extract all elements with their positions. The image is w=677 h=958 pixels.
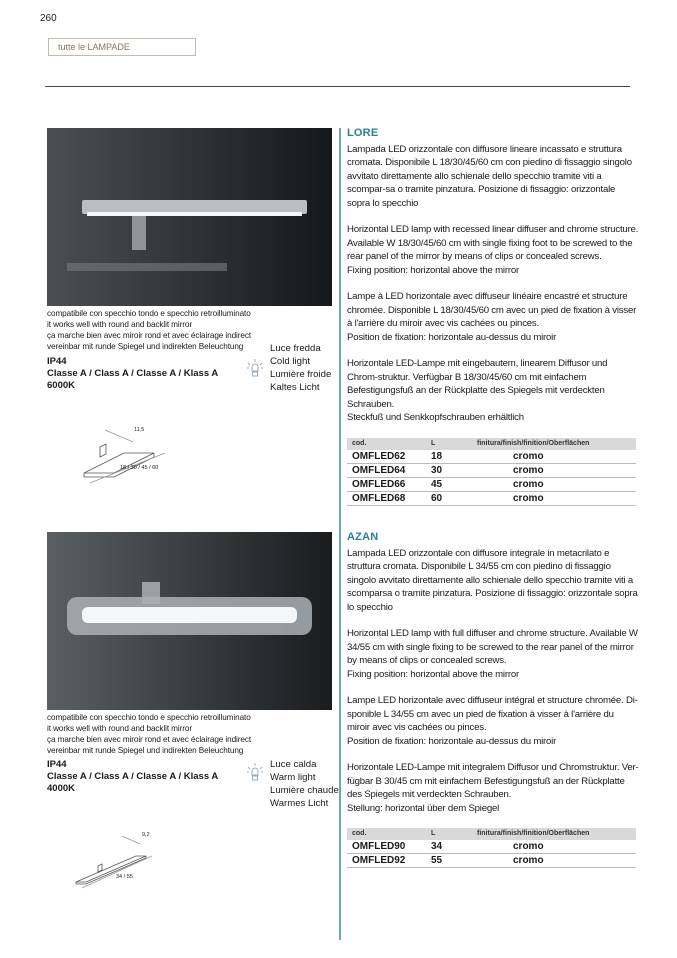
light-de: Kaltes Licht (270, 382, 320, 393)
compat-fr: ça marche bien avec miroir rond et avec éclairage indirect (47, 735, 251, 744)
table-row (347, 464, 636, 478)
lore-text-column (347, 126, 639, 506)
light-it: Luce calda (270, 759, 317, 770)
light-bulb-icon (246, 358, 264, 380)
cell-finish: cromo (513, 478, 544, 490)
header-divider (45, 86, 630, 87)
cell-code: OMFLED66 (352, 478, 406, 490)
dimension-depth: 9,2 (142, 832, 150, 838)
cell-finish: cromo (513, 841, 544, 853)
col-finish: finitura/finish/finition/Oberflächen (477, 439, 590, 447)
product-title: AZAN (347, 531, 379, 543)
product-description (347, 547, 639, 815)
cell-length: 18 (431, 450, 443, 462)
cell-code: OMFLED90 (352, 841, 406, 853)
description-it: Lampada LED orizzontale con diffusore lineare incassato e struttura cromata. Disponibile L 18/30/45/60 cm con piedino di fissaggio singolo avvitato direttamente allo schienale dello specchio tramite viti a scompar-sa o tramite pinzatura. Posizione di fissaggio: orizzontale sopra lo specchio (347, 144, 632, 209)
cell-length: 30 (431, 464, 443, 476)
table-row (347, 854, 636, 868)
ip-rating: IP44 (47, 356, 67, 367)
col-l: L (431, 830, 436, 838)
cell-finish: cromo (513, 464, 544, 476)
description-de: Horizontale LED-Lampe mit eingebautem, linearem Diffusor und Chrom-struktur. Verfügbar B 18/30/45/60 cm mit einfachem Befestigungsfuß an der Rückplatte des Spiegels mit verdeckten Schrauben. Steckfuß und Senkkopfschrauben erhältlich (347, 358, 608, 424)
table-header (347, 438, 636, 450)
product-title: LORE (347, 127, 379, 139)
color-temperature: 6000K (47, 380, 75, 391)
specs (47, 759, 218, 795)
light-de: Warmes Licht (270, 798, 329, 809)
technical-drawing (70, 425, 180, 485)
ip-rating: IP44 (47, 759, 67, 770)
cell-finish: cromo (513, 855, 544, 867)
compat-de: vereinbar mit runde Spiegel und indirekten Beleuchtung (47, 746, 244, 755)
light-en: Cold light (270, 356, 310, 367)
dimension-length: 34 / 55 (116, 874, 133, 880)
table-row (347, 840, 636, 854)
cell-code: OMFLED68 (352, 492, 406, 504)
specs (47, 356, 218, 392)
page-number: 260 (40, 13, 57, 24)
col-cod: cod. (352, 439, 367, 447)
compat-de: vereinbar mit runde Spiegel und indirekten Beleuchtung (47, 342, 244, 351)
cell-length: 55 (431, 855, 443, 867)
description-it: Lampada LED orizzontale con diffusore integrale in metacrilato e struttura cromata. Disponibile L 34/55 cm con piedino di fissaggio singolo avvitato direttamente allo schienale dello specchio tramite viti a scomparsa o tramite pinzatura. Posizione di fissaggio: orizzontale sopra lo specchio (347, 548, 638, 613)
table-row (347, 492, 636, 506)
description-en: Horizontal LED lamp with full diffuser and chrome structure. Available W 34/55 cm with single fixing to be screwed to the rear panel of the mirror by means of clips or concealed screws. Fixing position: horizontal above the mirror (347, 628, 638, 680)
breadcrumb-link[interactable]: tutte le LAMPADE (48, 38, 196, 56)
color-temperature: 4000K (47, 783, 75, 794)
cell-length: 45 (431, 478, 443, 490)
cell-length: 60 (431, 492, 443, 504)
compat-fr: ça marche bien avec miroir rond et avec éclairage indirect (47, 331, 251, 340)
compatibility-note (47, 308, 251, 352)
col-l: L (431, 439, 436, 447)
light-bulb-icon (246, 762, 264, 784)
cell-finish: cromo (513, 492, 544, 504)
lamp-photo-illustration (47, 128, 332, 306)
azan-product-photo (47, 532, 332, 710)
product-table (347, 438, 636, 506)
dimension-length: 18 / 30 / 45 / 60 (120, 465, 159, 471)
compatibility-note (47, 712, 251, 756)
compat-en: it works well with round and backlit mirror (47, 724, 192, 733)
column-divider (339, 128, 341, 940)
energy-class: Classe A / Class A / Classe A / Klass A (47, 368, 219, 379)
description-de: Horizontale LED-Lampe mit integralem Diffusor und Chromstruktur. Ver-fügbar B 30/45 cm mit einfachem Befestigungsfuß an der Rückplatte des Spiegels mit verdeckten Schrauben. Stellung: horizontal über dem Spiegel (347, 762, 639, 814)
product-description (347, 143, 639, 424)
cell-finish: cromo (513, 450, 544, 462)
light-type (270, 342, 331, 394)
compat-it: compatibile con specchio tondo e specchio retroilluminato (47, 309, 251, 318)
light-type (270, 758, 339, 810)
lore-product-photo (47, 128, 332, 306)
cell-code: OMFLED64 (352, 464, 406, 476)
table-row (347, 450, 636, 464)
compat-it: compatibile con specchio tondo e specchio retroilluminato (47, 713, 251, 722)
dimension-depth: 11,5 (134, 427, 145, 433)
col-cod: cod. (352, 830, 367, 838)
energy-class: Classe A / Class A / Classe A / Klass A (47, 771, 219, 782)
light-fr: Lumière froide (270, 369, 332, 380)
cell-code: OMFLED62 (352, 450, 406, 462)
product-table (347, 828, 636, 868)
table-row (347, 478, 636, 492)
lamp-photo-illustration (47, 532, 332, 710)
description-en: Horizontal LED lamp with recessed linear diffuser and chrome structure. Available W 18/30/45/60 cm with single fixing foot to be screwed to the rear panel of the mirror by means of clips or concealed screws. Fixing position: horizontal above the mirror (347, 224, 639, 276)
col-finish: finitura/finish/finition/Oberflächen (477, 830, 590, 838)
description-fr: Lampe LED horizontale avec diffuseur intégral et structure chromée. Di-sponible L 34/55 cm avec un pied de fixation à visser à l'arrière du miroir avec vis cachées ou pinces. Position de fixation: horizontale au-dessus du miroir (347, 695, 638, 747)
compat-en: it works well with round and backlit mirror (47, 320, 192, 329)
light-it: Luce fredda (270, 343, 321, 354)
cell-length: 34 (431, 841, 443, 853)
description-fr: Lampe à LED horizontale avec diffuseur linéaire encastré et structure chromée. Disponible L 18/30/45/60 cm avec un pied de fixation à visser à l'arrière du miroir avec vis cachées ou pinces. Position de fixation: horizontale au-dessus du miroir (347, 291, 637, 343)
light-fr: Lumière chaude (270, 785, 339, 796)
azan-text-column (347, 530, 639, 868)
light-en: Warm light (270, 772, 316, 783)
table-header (347, 828, 636, 840)
cell-code: OMFLED92 (352, 855, 406, 867)
technical-drawing (70, 830, 180, 890)
